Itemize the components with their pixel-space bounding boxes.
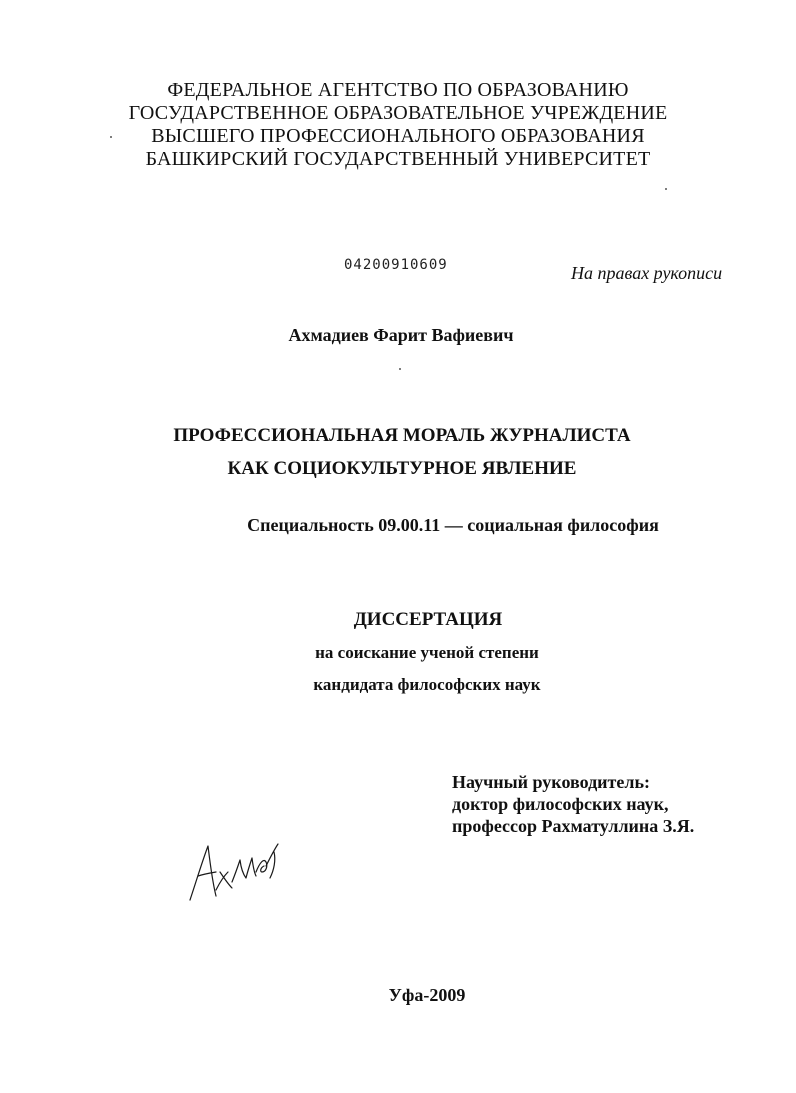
dissertation-heading: ДИССЕРТАЦИЯ	[353, 609, 503, 630]
header-line-institution: ГОСУДАРСТВЕННОЕ ОБРАЗОВАТЕЛЬНОЕ УЧРЕЖДЕНИЕ	[128, 102, 668, 124]
dissertation-title	[0, 419, 796, 485]
supervisor-label: Научный руководитель:	[452, 772, 650, 792]
header-line-university: БАШКИРСКИЙ ГОСУДАРСТВЕННЫЙ УНИВЕРСИТЕТ	[145, 148, 651, 170]
supervisor-name: профессор Рахматуллина З.Я.	[452, 816, 695, 836]
degree-purpose: на соискание ученой степени	[315, 643, 539, 662]
title-line-2: КАК СОЦИОКУЛЬТУРНОЕ ЯВЛЕНИЕ	[227, 458, 577, 479]
header-line-agency: ФЕДЕРАЛЬНОЕ АГЕНТСТВО ПО ОБРАЗОВАНИЮ	[167, 79, 629, 101]
supervisor-degree: доктор философских наук,	[452, 794, 669, 814]
rights-note: На правах рукописи	[571, 263, 723, 283]
scan-speck	[665, 188, 667, 190]
scan-speck	[110, 136, 112, 138]
title-line-1: ПРОФЕССИОНАЛЬНАЯ МОРАЛЬ ЖУРНАЛИСТА	[173, 425, 631, 446]
author-name: Ахмадиев Фарит Вафиевич	[288, 325, 514, 345]
supervisor-block	[452, 771, 694, 837]
degree-name: кандидата философских наук	[313, 675, 541, 694]
scan-speck	[399, 368, 401, 370]
header-line-education-level: ВЫСШЕГО ПРОФЕССИОНАЛЬНОГО ОБРАЗОВАНИЯ	[151, 125, 645, 147]
institution-header	[0, 79, 796, 171]
city-year: Уфа-2009	[388, 985, 466, 1005]
specialty: Специальность 09.00.11 — социальная философия	[247, 515, 659, 535]
document-number: 04200910609	[344, 257, 448, 273]
handwritten-signature	[186, 832, 282, 908]
